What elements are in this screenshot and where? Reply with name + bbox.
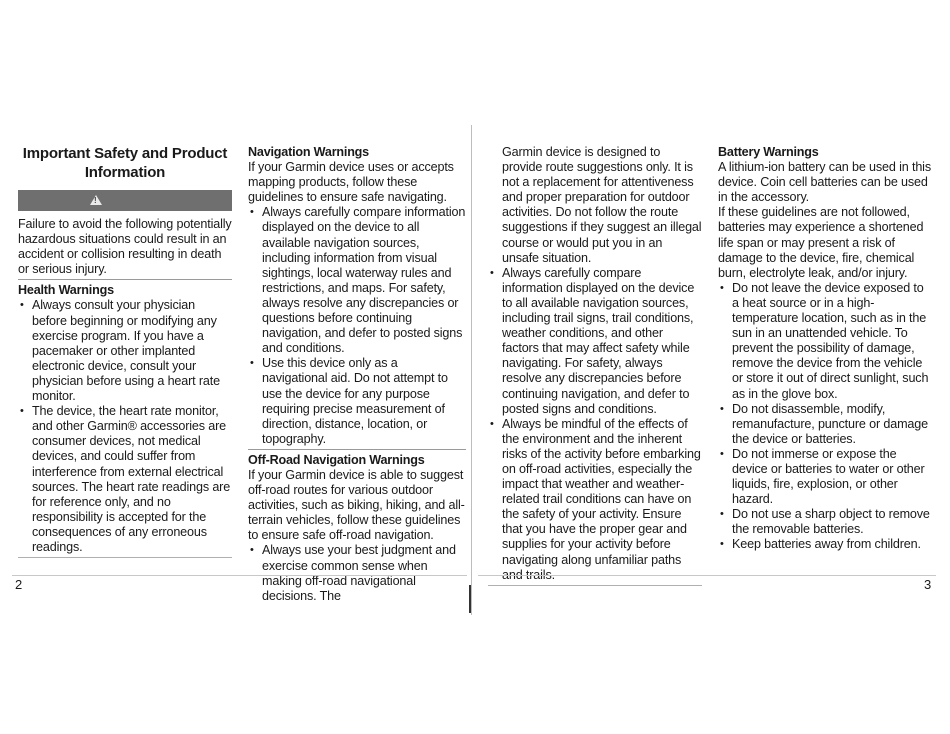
list-item: • Do not use a sharp object to remove the removable batteries. — [718, 507, 932, 537]
offroad-warnings-list-continued — [488, 266, 702, 583]
footer-rule-right — [478, 575, 936, 576]
health-warnings-list — [18, 298, 232, 555]
list-item: • Always carefully compare information displayed on the device to all available navigation sources, including trail signs, trail conditions, weather conditions, and other factors that may affect safety while navigating. For safety, always resolve any discrepancies before continuing navigation, and defer to posted signs and conditions. — [488, 266, 702, 417]
navigation-warnings-heading: Navigation Warnings — [248, 145, 369, 159]
list-item: • Always consult your physician before beginning or modifying any exercise program. If you have a pacemaker or other implanted electronic device, consult your physician before using a heart rate monitor. — [18, 298, 232, 404]
list-item: • Do not disassemble, modify, remanufacture, puncture or damage the device or batteries. — [718, 402, 932, 447]
column-1 — [18, 145, 232, 558]
section-divider — [248, 449, 466, 450]
section-divider — [18, 557, 232, 558]
navigation-intro: If your Garmin device uses or accepts mapping products, follow these guidelines to ensure safe navigating. — [248, 160, 454, 205]
section-divider — [18, 279, 232, 280]
spine-mark — [469, 585, 471, 613]
list-item: • Always be mindful of the effects of the environment and the inherent risks of the activity before embarking on off-road activities, especially the impact that weather and weather-related trail conditions can have on the safety of your activity. Ensure that you have the proper gear and supplies for your activity before navigating along unfamiliar paths and trails. — [488, 417, 702, 583]
warning-intro: Failure to avoid the following potentially hazardous situations could result in an accident or collision resulting in death or serious injury. — [18, 217, 232, 277]
page-number-left: 2 — [15, 577, 23, 592]
health-warnings-heading: Health Warnings — [18, 283, 114, 298]
offroad-warnings-list — [248, 543, 466, 603]
list-item: • Do not immerse or expose the device or batteries to water or other liquids, fire, explosion, or other hazard. — [718, 447, 932, 507]
list-item: • Always use your best judgment and exercise common sense when making off-road navigational decisions. The — [248, 543, 466, 603]
offroad-continuation: Garmin device is designed to provide route suggestions only. It is not a replacement for attentiveness and proper preparation for outdoor activities. Do not follow the route suggestions if they suggest an illegal course or would put you in an unsafe situation. — [502, 145, 702, 265]
section-divider — [488, 585, 702, 586]
navigation-warnings-list — [248, 205, 466, 447]
list-item: • Keep batteries away from children. — [718, 537, 932, 552]
warning-triangle-icon — [90, 195, 102, 205]
footer-rule-left — [12, 575, 467, 576]
list-item: • Always carefully compare information displayed on the device to all available navigation sources, including information from visual sightings, local waterway rules and restrictions, and maps. For safety, always resolve any discrepancies or questions before continuing navigation, and defer to posted signs and conditions. — [248, 205, 466, 356]
page-title: Important Safety and Product Information — [22, 145, 228, 181]
page-number-right: 3 — [924, 577, 932, 592]
battery-intro-2: If these guidelines are not followed, batteries may experience a shortened life span or may present a risk of damage to the device, fire, chemical burn, electrolyte leak, and/or injury. — [718, 205, 924, 280]
warning-bar — [18, 190, 232, 211]
page-spine — [471, 125, 472, 615]
list-item: • Use this device only as a navigational aid. Do not attempt to use the device for any purpose requiring precise measurement of direction, distance, location, or topography. — [248, 356, 466, 447]
column-3 — [488, 145, 702, 586]
column-2 — [248, 145, 466, 604]
battery-warnings-list — [718, 281, 932, 553]
column-4 — [718, 145, 932, 553]
list-item: • The device, the heart rate monitor, and other Garmin® accessories are consumer devices, not medical devices, and could suffer from interference from external electrical sources. The heart rate readings are for reference only, and no responsibility is accepted for the consequences of any erroneous readings. — [18, 404, 232, 555]
battery-warnings-heading: Battery Warnings — [718, 145, 819, 159]
offroad-intro: If your Garmin device is able to suggest off-road routes for various outdoor activities, such as biking, hiking, and all-terrain vehicles, follow these guidelines to ensure safe off-road navigation. — [248, 467, 465, 543]
battery-intro-1: A lithium-ion battery can be used in this device. Coin cell batteries can be used in the accessory. — [718, 160, 931, 205]
list-item: • Do not leave the device exposed to a heat source or in a high-temperature location, such as in the sun in an unattended vehicle. To prevent the possibility of damage, remove the device from the vehicle or store it out of direct sunlight, such as in the glove box. — [718, 281, 932, 402]
offroad-warnings-heading: Off-Road Navigation Warnings — [248, 452, 425, 467]
